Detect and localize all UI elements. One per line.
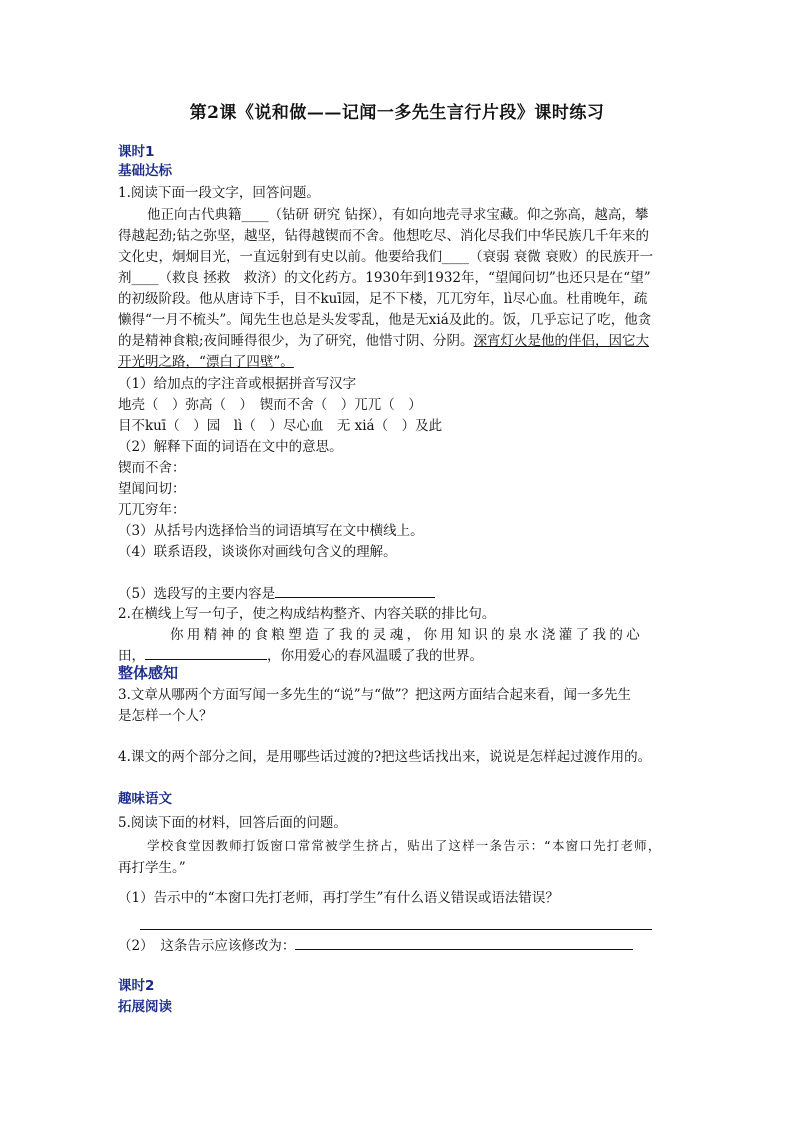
question-2-line-1: 你用精神的食粮塑造了我的灵魂，你用知识的泉水浇灌了我的心 [170,627,644,643]
page-title: 第2课《说和做——记闻一多先生言行片段》课时练习 [189,103,605,123]
sub-question-3: （3）从括号内选择恰当的词语填写在文中横线上。 [118,523,424,539]
question-5-sub-2 [118,935,633,956]
sub-question-5 [118,583,435,604]
sub-question-1-items-a: 地壳（ ）弥高（ ） 锲而不舍（ ）兀兀（ ） [118,397,422,413]
question-5-material-1: 学校食堂因教师打饭窗口常常被学生挤占，贴出了这样一条告示：“本窗口先打老师， [147,838,662,853]
question-3-line-2: 是怎样一个人？ [118,708,213,724]
sub-question-1-items-b: 目不kuī（ ）园 lì（ ）尽心血 无 xiá（ ）及此 [118,418,443,434]
passage-line-1: 他正向古代典籍____（钻研 研究 钻探），有如向地壳寻求宝藏。仰之弥高，越高，攀 [147,207,649,223]
question-2-stem: 2.在横线上写一句子，使之构成结构整齐、内容关联的排比句。 [118,606,496,622]
sub-question-1: （1）给加点的字注音或根据拼音写汉字 [118,376,357,392]
word-1: 锲而不舍： [118,460,186,476]
sub-question-5-text: （5）选段写的主要内容是 [118,586,276,602]
passage-line-6: 懒得“一月不梳头”。闻先生也总是头发零乱，他是无xiá及此的。饭，几乎忘记了吃，他贪 [118,312,652,328]
passage-line-4: 剂____（救良 拯救 救济）的文化药方。1930年到1932年，“望闻问切”也还只是在“望” [118,270,651,286]
underlined-sentence-part-1: 深宵灯火是他的伴侣，因它大 [473,333,650,349]
section-basic: 基础达标 [118,163,172,179]
sub-question-4: （4）联系语段，谈谈你对画线句含义的理解。 [118,544,397,560]
word-2: 望闻问切： [118,481,186,497]
underlined-sentence-part-2: 开光明之路，“漂白了四壁”。 [118,354,294,370]
passage-line-3: 文化史，炯炯目光，一直远射到有史以前。他要给我们____（衰弱 衰微 衰败）的民族开一 [118,249,654,265]
answer-blank-q2[interactable] [145,645,267,660]
passage-line-7-text: 的是精神食粮;夜间睡得很少，为了研究，他惜寸阴、分阴。 [118,333,474,349]
sub-question-2: （2）解释下面的词语在文中的意思。 [118,439,343,455]
question-5-sub-1: （1）告示中的“本窗口先打老师，再打学生”有什么语义错误或语法错误？ [118,890,559,906]
question-1-stem: 1.阅读下面一段文字，回答问题。 [118,185,320,201]
question-2-line-2-start: 田， [118,648,145,664]
section-extend: 拓展阅读 [118,999,172,1015]
question-5-stem: 5.阅读下面的材料，回答后面的问题。 [118,815,347,831]
section-overall: 整体感知 [118,664,179,682]
question-3-line-1: 3.文章从哪两个方面写闻一多先生的“说”与“做”？把这两方面结合起来看，闻一多先生 [118,687,631,703]
word-3: 兀兀穷年： [118,502,186,518]
question-4: 4.课文的两个部分之间，是用哪些话过渡的?把这些话找出来，说说是怎样起过渡作用的。 [118,749,652,765]
lesson-1-label: 课时1 [118,144,155,160]
lesson-2-label: 课时2 [118,978,155,994]
section-fun: 趣味语文 [118,791,172,807]
question-5-sub-2-text: （2） 这条告示应该修改为： [118,938,296,954]
passage-line-5: 的初级阶段。他从唐诗下手，目不kuī园，足不下楼，兀兀穷年，lì尽心血。杜甫晚年，疏 [118,291,648,307]
answer-line-5-1[interactable] [140,929,652,930]
passage-line-7 [118,331,649,351]
question-5-material-2: 再打学生。” [118,860,186,876]
question-2-line-2-end: ，你用爱心的春风温暖了我的世界。 [267,648,483,664]
answer-blank-5-2[interactable] [295,935,633,950]
answer-blank-5[interactable] [275,583,435,598]
passage-line-2: 得越起劲;钻之弥坚，越坚，钻得越锲而不舍。他想吃尽、消化尽我们中华民族几千年来的 [118,228,650,244]
